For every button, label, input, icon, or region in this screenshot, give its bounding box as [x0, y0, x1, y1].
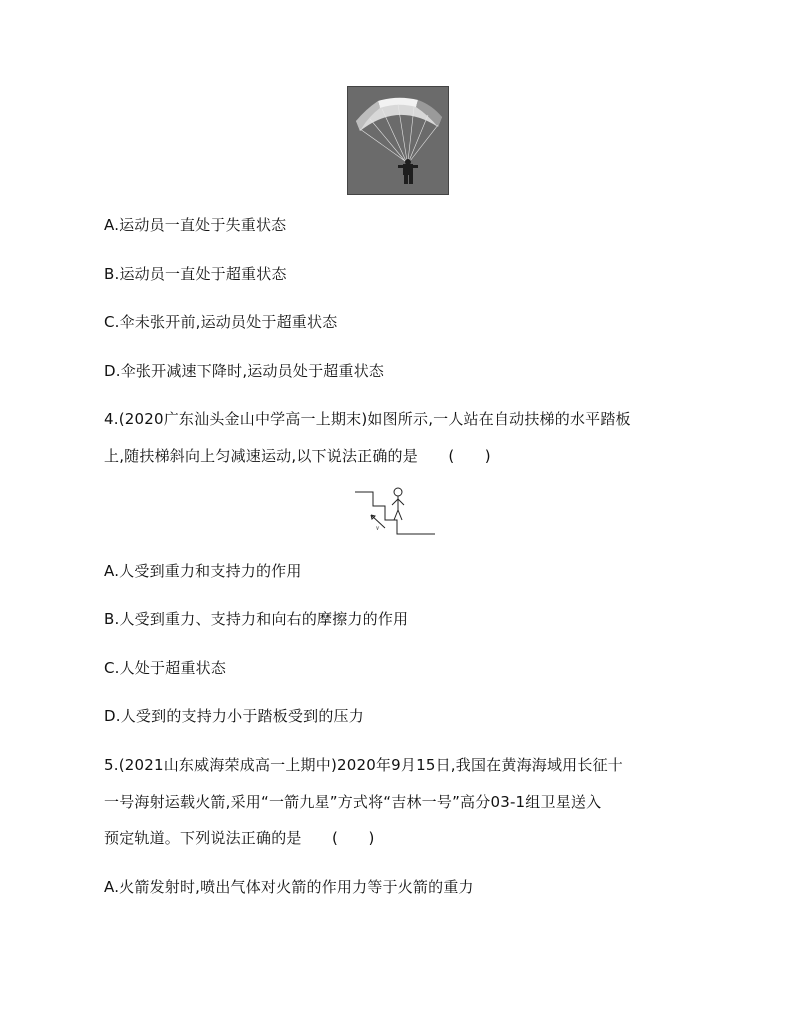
- q4-option-b: B.人受到重力、支持力和向右的摩擦力的作用: [104, 610, 409, 628]
- velocity-label: v: [376, 524, 380, 532]
- q3-option-b: B.运动员一直处于超重状态: [104, 265, 287, 283]
- escalator-diagram: [355, 484, 437, 536]
- q5-stem-line-1: 5.(2021山东威海荣成高一上期中)2020年9月15日,我国在黄海海域用长征十: [104, 756, 623, 774]
- parachutist-photo: [347, 86, 449, 195]
- q3-option-c: C.伞未张开前,运动员处于超重状态: [104, 313, 338, 331]
- q5-stem-line-3: 预定轨道。下列说法正确的是 ( ): [104, 829, 375, 847]
- q5-option-a: A.火箭发射时,喷出气体对火箭的作用力等于火箭的重力: [104, 878, 474, 896]
- q4-stem-line-1: 4.(2020广东汕头金山中学高一上期末)如图所示,一人站在自动扶梯的水平踏板: [104, 410, 631, 428]
- q4-option-d: D.人受到的支持力小于踏板受到的压力: [104, 707, 364, 725]
- escalator-person-icon: [355, 484, 437, 536]
- q3-option-d: D.伞张开减速下降时,运动员处于超重状态: [104, 362, 385, 380]
- parachute-icon: [348, 87, 448, 194]
- q3-option-a: A.运动员一直处于失重状态: [104, 216, 287, 234]
- q5-stem-line-2: 一号海射运载火箭,采用“一箭九星”方式将“吉林一号”高分03-1组卫星送入: [104, 793, 602, 811]
- q4-stem-line-2: 上,随扶梯斜向上匀减速运动,以下说法正确的是 ( ): [104, 447, 491, 465]
- q4-option-c: C.人处于超重状态: [104, 659, 227, 677]
- q4-option-a: A.人受到重力和支持力的作用: [104, 562, 302, 580]
